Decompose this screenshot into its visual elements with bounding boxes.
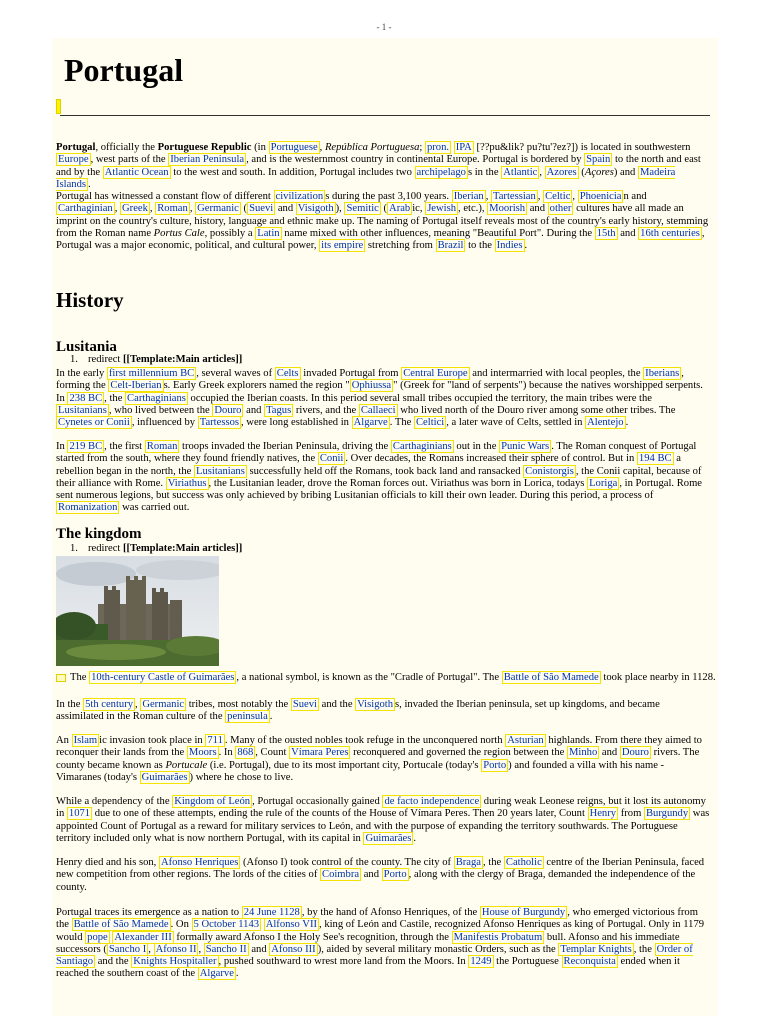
wiki-link[interactable]: 1249 [470,956,492,968]
italic-term: Portus Cale [153,227,205,239]
page-title: Portugal [64,52,184,88]
text-run: ) and founded a villa with his name - Vimaranes (today's [56,759,665,783]
wiki-link[interactable]: Celtici [415,417,445,429]
wiki-link[interactable]: first millennium BC [108,368,195,379]
wiki-link[interactable]: Reconquista [563,956,616,968]
text-run: Henry died and his son, [56,857,159,868]
text-run: cultures have all made an imprint on the country's culture, history, language and ethnic make up. The naming of Portugal itself reveals most of the country's early history, stemming from the Roman name [56,203,709,239]
italic-term: Açores [584,166,614,178]
wiki-link[interactable]: Moors [188,747,217,759]
wiki-link[interactable]: Europe [58,154,89,166]
text-run: and [275,203,296,215]
wiki-link[interactable]: Madeira Islands [56,166,676,190]
text-run: n and [623,191,647,202]
wiki-link[interactable]: Visigoth [357,699,394,710]
castle-photo [56,556,219,666]
wiki-link[interactable]: House of Burgundy [481,907,566,918]
kingdom-paragraph [56,857,710,894]
text-run: ic invasion took place in [99,735,206,746]
kingdom-paragraph [56,796,710,845]
kingdom-heading: The kingdom [56,526,142,542]
kingdom-paragraph [56,907,710,981]
text-run: , etc.), [458,203,488,215]
text-run: , Portugal occasionally gained [252,796,383,807]
text-run: , and is the westernmost country in continental Europe. Portugal is bordered by [246,154,585,166]
wiki-link[interactable]: Battle of São Mamede [503,672,599,683]
wiki-link[interactable]: Ophiussa [351,380,392,392]
text-run: , king of León and Castile, recognized Afonso Henriques as king of Portugal. Only in 1179 would [56,919,705,943]
wiki-link[interactable]: Guimarães [365,832,412,844]
wiki-link[interactable]: civilization [275,191,324,202]
text-run: (i.e. Portugal), due to its most important city, Portucale (today's [207,759,482,771]
wiki-link[interactable]: 219 BC [69,441,103,452]
wiki-link[interactable]: Iberian Peninsula [170,154,245,166]
wiki-link[interactable]: Catholic [505,857,542,868]
wiki-link[interactable]: IPA [455,142,472,153]
wiki-link[interactable]: Porto [483,759,507,771]
wiki-link[interactable]: Germanic [142,699,185,710]
text-run: and [248,943,270,955]
text-run: , [539,166,545,178]
wiki-link[interactable]: Moorish [489,203,526,215]
wiki-link[interactable]: Conii [319,453,344,465]
bold-term: Portuguese Republic [157,142,252,153]
wiki-link[interactable]: Sancho II [205,943,247,955]
wiki-link[interactable]: pope [87,931,108,943]
wiki-link[interactable]: peninsula [227,711,268,723]
text-run: troops invaded the Iberian Peninsula, driving the [179,441,391,452]
text-run: . [625,417,629,429]
wiki-link[interactable]: Portuguese [270,142,318,153]
text-run: ), aided by several military monastic Orders, such as the [317,943,559,955]
text-run: and the [95,956,132,968]
text-run: to the north and east and by the [56,154,701,178]
text-run: [??pu&lik? pu?tu'?ez?]) is located in southwestern [473,142,691,153]
text-run: Portugal has witnessed a constant flow of different [56,191,274,202]
wiki-link[interactable]: Iberian [453,191,484,202]
text-run: . Over decades, the Romans increased their sphere of control. But in [345,453,637,465]
wiki-link[interactable]: Arab [389,203,411,215]
wiki-link[interactable]: Azores [546,166,577,178]
wiki-link[interactable]: Spain [586,154,611,166]
wiki-link[interactable]: Roman [146,441,178,452]
text-run: , a later wave of Celts, settled in [446,417,586,429]
castle-caption [56,672,716,683]
text-run: , a national symbol, is known as the "Cradle of Portugal". The [236,672,502,683]
text-run: and [617,227,639,239]
text-run: , several waves of [196,368,275,379]
text-run: was appointed Count of Portugal as a reward for military services to León, and with the purpose of expanding the territory southwards. The Portuguese territory included only what is now northern Portugal, with its capital in [56,808,710,844]
wiki-link[interactable]: its empire [321,240,364,252]
text-run: In the [56,699,84,710]
wiki-link[interactable]: Phoenicia [579,191,622,202]
text-run: the Portuguese [493,956,562,968]
text-run: successfully held off the Romans, took back land and ransacked [246,465,524,477]
text-run: rivers. The county became known as [56,747,700,771]
text-run: The [70,672,90,683]
text-run: ( [578,166,585,178]
text-run: a rebellion began in the north, the [56,453,681,477]
wiki-link[interactable]: Suevi [292,699,317,710]
wiki-link[interactable]: Alfonso VII [265,919,318,931]
wiki-link[interactable]: Carthaginians [127,392,186,404]
wiki-link[interactable]: Suevi [249,203,274,215]
text-run: , the Lusitanian leader, drove the Roman forces out. Viriathus was born in Lorica, todays [208,477,588,489]
wiki-link[interactable]: Douro [621,747,649,759]
lusitania-paragraph [56,368,710,429]
text-run: bull. Afonso and his immediate successors ( [56,931,680,955]
wiki-link[interactable]: Knights Hospitaller [133,956,217,968]
text-run: invaded Portugal from [300,368,402,379]
wiki-link[interactable]: 194 BC [638,453,672,465]
wiki-link[interactable]: Brazil [437,240,464,252]
wiki-link[interactable]: other [549,203,572,215]
wiki-link[interactable]: Islam [73,735,98,746]
text-run: stretching from [365,240,436,252]
wiki-link[interactable]: 16th centuries [640,227,700,239]
text-run: due to one of these attempts, ending the rule of the counts of the House of Vímara Peres. Then 20 years later, Count [92,808,588,820]
text-run: name mixed with other influences, meaning "Beautiful Port". During the [281,227,595,239]
text-run: , forming the [56,368,684,392]
intro-paragraph [56,191,710,252]
text-run: In the early [56,368,107,379]
wiki-link[interactable]: Vímara Peres [291,747,349,759]
text-run: , [135,699,141,710]
wiki-link[interactable]: Punic Wars [501,441,550,452]
wiki-link[interactable]: Cynetes or Conii [58,417,130,429]
text-run: " (Greek for "land of serpents") because the natives worshipped serpents. In [56,380,703,404]
text-run: ) where he chose to live. [189,771,294,783]
wiki-link[interactable]: 238 BC [69,392,103,404]
wiki-link[interactable]: 10th-century Castle of Guimarães [91,672,235,683]
wiki-link[interactable]: Celt-Iberian [110,380,162,392]
text-run: (Afonso I) took control of the county. The city of [240,857,454,868]
text-run: s. Early Greek explorers named the region " [163,380,350,392]
text-run: out in the [453,441,500,452]
text-run: , by the hand of Afonso Henriques, of the [301,907,480,918]
text-run: . The Roman conquest of Portugal started from the south, where they found friendly natives, the [56,441,697,465]
wiki-link[interactable]: Semitic [346,203,379,215]
wiki-link[interactable]: Atlantic [503,166,538,178]
text-run: , who lived between the [108,404,213,416]
text-run: . [413,832,417,844]
text-run: While a dependency of the [56,796,173,807]
wiki-link[interactable]: Templar Knights [560,943,632,955]
text-run: rivers, and the [293,404,359,416]
wiki-link[interactable]: Algarve [199,968,234,980]
text-run: highlands. From there they aimed to reconquer their lands from the [56,735,702,759]
wiki-link[interactable]: Alexander III [114,931,172,943]
text-run: , west parts of the [90,154,169,166]
wiki-link[interactable]: Afonso Henriques [160,857,239,868]
text-run: . The [389,417,414,429]
wiki-link[interactable]: Minho [568,747,598,759]
image-marker-icon [56,674,66,682]
text-run: ended when it reached the southern coast of the [56,956,680,980]
wiki-link[interactable]: Atlantic Ocean [104,166,169,178]
wiki-link[interactable]: Germanic [197,203,239,215]
text-run: ( [240,203,248,215]
text-run: and [243,404,265,416]
wiki-link[interactable]: Indies [496,240,523,252]
text-run: was carried out. [119,502,190,514]
wiki-link[interactable]: Guimarães [141,771,188,783]
wiki-link[interactable]: Carthaginians [392,441,452,452]
wiki-link[interactable]: Braga [455,857,481,868]
text-run: from [618,808,644,820]
wiki-link[interactable]: Algarve [353,417,388,429]
wiki-link[interactable]: Alentejo [587,417,624,429]
wiki-link[interactable]: Battle of São Mamede [73,919,169,931]
text-run: , [572,191,578,202]
wiki-link[interactable]: Roman [157,203,188,215]
text-run: , the [633,943,655,955]
wiki-link[interactable]: 1071 [68,808,91,820]
text-run: ; [419,142,425,153]
text-run: . [269,711,273,723]
article-page [52,38,718,1016]
wiki-link[interactable]: Carthaginian [58,203,113,215]
wiki-link[interactable]: archipelago [416,166,466,178]
wiki-link[interactable]: Jewish [427,203,457,215]
text-run: s, invaded the Iberian peninsula, set up kingdoms, and became assimilated in the Roman culture of the [56,699,660,723]
text-run: to the west and south. In addition, Portugal includes two [170,166,415,178]
title-rule [60,115,710,116]
text-run: , the [482,857,504,868]
text-run: to the [465,240,495,252]
text-run: ic, [412,203,426,215]
wiki-link[interactable]: Latin [257,227,280,239]
text-run: , [537,191,544,202]
text-run: . [235,968,239,980]
text-run: ( [380,203,388,215]
wiki-link[interactable]: pron. [426,142,450,153]
text-run: , the first [104,441,145,452]
wiki-link[interactable]: Lusitanians [58,404,107,416]
text-run: Portugal traces its emergence as a nation to [56,907,242,918]
text-run: and [361,869,382,881]
text-run: during weak Leonese reigns, but it lost its autonomy in [56,796,706,820]
wiki-link[interactable]: Burgundy [645,808,689,820]
text-run: formally award Afonso I the Holy See's recognition, through the [173,931,452,943]
text-run: . [88,178,91,190]
kingdom-paragraph [56,699,710,724]
text-run: , [114,203,121,215]
text-run: , who emerged victorious from the [56,907,698,931]
wiki-link[interactable]: Manifestis Probatum [453,931,543,943]
wiki-link[interactable]: Central Europe [403,368,468,379]
highlight-marker [56,99,61,114]
wiki-link[interactable]: Sancho I [108,943,147,955]
wiki-link[interactable]: Celts [276,368,299,379]
text-run: tribes, most notably the [186,699,291,710]
text-run: , [148,943,154,955]
wiki-link[interactable]: Viriathus [167,477,207,489]
wiki-link[interactable]: 5 October 1143 [193,919,260,931]
text-run: ), [335,203,345,215]
text-run: took place nearby in 1128. [600,672,716,683]
kingdom-redirect: 1. redirect [[Template:Main articles]] [70,543,243,554]
wiki-link[interactable]: Order of Santiago [56,943,693,968]
text-run: , [198,943,204,955]
wiki-link[interactable]: Porto [383,869,407,881]
text-run: who lived north of the Douro river among some other tribes. The [397,404,676,416]
italic-term: Portucale [165,759,208,771]
text-run: , [189,203,196,215]
text-run: , the [104,392,126,404]
text-run: In [56,441,68,452]
text-run: , influenced by [131,417,198,429]
text-run: reconquered and governed the region between the [350,747,567,759]
text-run: (in [251,142,269,153]
text-run: . On [170,919,192,931]
text-run: ) and [613,166,638,178]
wiki-link[interactable]: Kingdom of León [174,796,251,807]
wiki-link[interactable]: Callaeci [360,404,396,416]
text-run: An [56,735,72,746]
wiki-link[interactable]: 711 [207,735,223,746]
text-run: and intermarried with local peoples, the [469,368,644,379]
wiki-link[interactable]: Romanization [58,502,118,514]
lusitania-redirect: 1. redirect [[Template:Main articles]] [70,354,243,365]
text-run: , [319,142,325,153]
text-run: , possibly a [204,227,256,239]
wiki-link[interactable]: Loriga [589,477,618,489]
text-run: , [149,203,156,215]
text-run: and [599,747,620,759]
wiki-link[interactable]: Iberians [645,368,680,379]
text-run: , Count [255,747,290,759]
wiki-link[interactable]: Douro [214,404,242,416]
wiki-link[interactable]: 5th century [85,699,134,710]
wiki-link[interactable]: 15th [596,227,616,239]
text-run: , Portugal was a major economic, political, and cultural power, [56,227,705,252]
page-number: - 1 - [376,22,392,32]
text-run: , were long established in [241,417,352,429]
text-run: , [485,191,491,202]
wiki-link[interactable]: Asturian [507,735,544,746]
wiki-link[interactable]: Celtic [545,191,571,202]
text-run: s in the [467,166,502,178]
wiki-link[interactable]: 868 [237,747,254,759]
wiki-link[interactable]: Afonso III [271,943,316,955]
lusitania-paragraph [56,441,710,515]
wiki-link[interactable]: Henry [589,808,617,820]
wiki-link[interactable]: 24 June 1128 [243,907,300,918]
wiki-link[interactable]: Tartessian [493,191,536,202]
wiki-link[interactable]: de facto independence [384,796,480,807]
text-run: , the Conii capital, because of their alliance with Rome. [56,465,702,489]
history-heading: History [56,288,124,312]
text-run: , along with the clergy of Braga, demanded the independence of the county. [56,869,696,893]
wiki-link[interactable]: Conistorgis [525,465,574,477]
wiki-link[interactable]: Coimbra [322,869,360,881]
wiki-link[interactable]: Visigoth [297,203,334,215]
text-run: , in Portugal. Rome sent numerous legions, but success was only achieved by bribing Lusitanian officials to kill their own leader. During this period, a process of [56,477,703,502]
bold-term: Portugal [56,142,96,153]
text-run: . Many of the ousted nobles took refuge in the unconquered north [224,735,506,746]
text-run: s during the past 3,100 years. [325,191,452,202]
text-run: occupied the Iberian coasts. In this period several small tribes occupied the territory, the main tribes were the [187,392,652,404]
text-run: centre of the Iberian Peninsula, faced new competition from other regions. The lords of the cities of [56,857,705,881]
text-run: , officially the [95,142,158,153]
kingdom-paragraph [56,735,710,784]
intro-paragraph [56,142,710,191]
wiki-link[interactable]: Afonso II [155,943,197,955]
wiki-link[interactable]: Lusitanians [195,465,245,477]
italic-term: República Portuguesa [324,142,420,153]
text-run: and the [318,699,356,710]
text-run: . In [218,747,236,759]
text-run: , pushed southward to wrest more land from the Moors. In [218,956,469,968]
wiki-link[interactable]: Tartessos [199,417,239,429]
wiki-link[interactable]: Tagus [266,404,292,416]
text-run: and [527,203,548,215]
text-run: . [524,240,528,252]
wiki-link[interactable]: Greek [122,203,148,215]
lusitania-heading: Lusitania [56,339,117,355]
